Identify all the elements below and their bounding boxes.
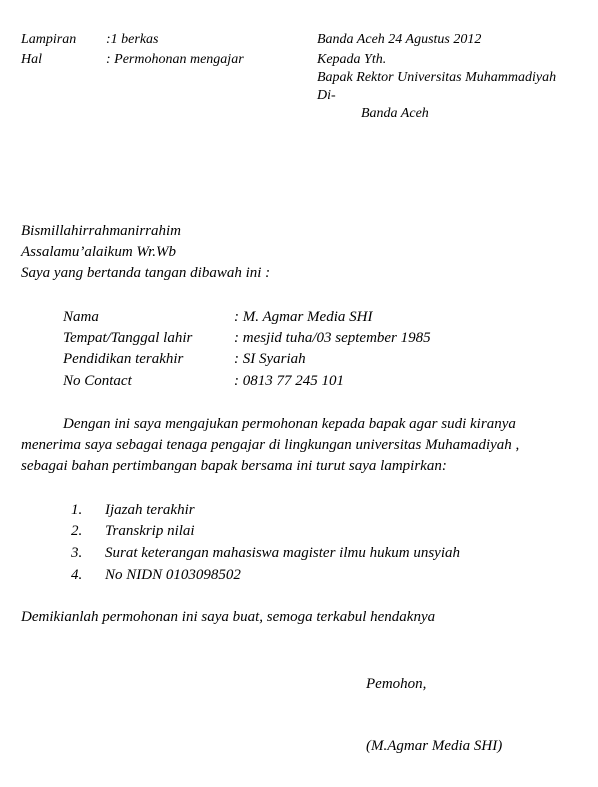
di-label: Di- xyxy=(317,88,336,103)
list-number: 3. xyxy=(71,545,83,561)
list-number: 4. xyxy=(71,567,83,583)
closing-line: Demikianlah permohonan ini saya buat, semoga terkabul hendaknya xyxy=(21,609,436,625)
lampiran-label: Lampiran xyxy=(21,32,77,47)
identity-label: Pendidikan terakhir xyxy=(63,351,184,367)
identity-label: No Contact xyxy=(63,373,132,389)
recipient: Bapak Rektor Universitas Muhammadiyah xyxy=(317,70,557,85)
identity-label: Tempat/Tanggal lahir xyxy=(63,330,193,346)
identity-value: : mesjid tuha/03 september 1985 xyxy=(234,330,431,346)
intro-line: Saya yang bertanda tangan dibawah ini : xyxy=(21,265,271,281)
hal-value: : Permohonan mengajar xyxy=(106,52,244,67)
body-line-1: Dengan ini saya mengajukan permohonan kepada bapak agar sudi kiranya xyxy=(63,416,516,432)
kepada-yth: Kepada Yth. xyxy=(317,52,387,67)
recipient-city: Banda Aceh xyxy=(361,106,429,121)
identity-value: : 0813 77 245 101 xyxy=(234,373,344,389)
identity-value: : SI Syariah xyxy=(234,351,306,367)
identity-value: : M. Agmar Media SHI xyxy=(234,309,373,325)
lampiran-value: :1 berkas xyxy=(106,32,159,47)
list-number: 1. xyxy=(71,502,83,518)
signature-name: (M.Agmar Media SHI) xyxy=(366,738,503,754)
bismillah: Bismillahirrahmanirrahim xyxy=(21,223,182,239)
body-line-2: menerima saya sebagai tenaga pengajar di lingkungan universitas Muhamadiyah , xyxy=(21,437,520,453)
list-text: Surat keterangan mahasiswa magister ilmu hukum unsyiah xyxy=(105,545,460,561)
body-line-3: sebagai bahan pertimbangan bapak bersama ini turut saya lampirkan: xyxy=(21,458,447,474)
place-date: Banda Aceh 24 Agustus 2012 xyxy=(317,32,482,47)
salam: Assalamu’alaikum Wr.Wb xyxy=(21,244,176,260)
identity-label: Nama xyxy=(63,309,99,325)
list-number: 2. xyxy=(71,523,83,539)
signature-role: Pemohon, xyxy=(366,676,427,692)
list-text: Transkrip nilai xyxy=(105,523,195,539)
hal-label: Hal xyxy=(21,52,42,67)
list-text: No NIDN 0103098502 xyxy=(105,567,241,583)
list-text: Ijazah terakhir xyxy=(105,502,195,518)
